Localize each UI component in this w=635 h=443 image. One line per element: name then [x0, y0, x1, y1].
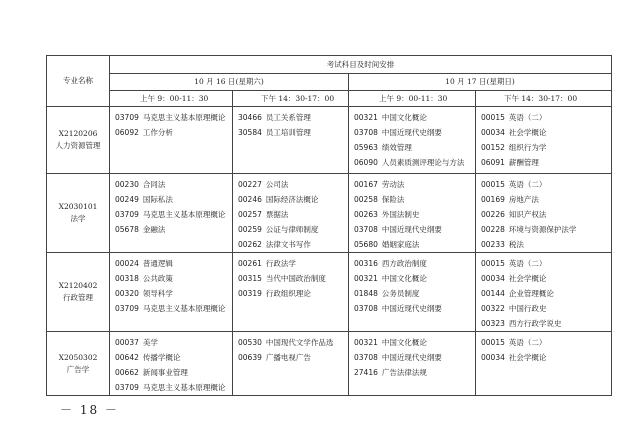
course-item: [238, 222, 348, 237]
session-cell: [349, 107, 476, 174]
course-code: 03709: [115, 304, 139, 313]
course-item: [354, 177, 475, 192]
major-row: [47, 107, 612, 174]
header-row-schedule: [47, 56, 612, 74]
course-item: [354, 125, 475, 140]
course-name: 中国现代文学作品选: [265, 338, 334, 347]
major-name: 行政管理: [63, 293, 93, 302]
course-name: 传播学概论: [142, 353, 181, 362]
course-list: [110, 174, 232, 237]
course-name: 西方行政学说史: [508, 319, 562, 328]
session-cell: [476, 107, 612, 174]
course-list: [233, 107, 348, 140]
course-item: [115, 177, 232, 192]
course-list: [476, 253, 611, 331]
day1-am-header: 上午 9：00-11：30: [110, 91, 233, 107]
course-code: 00318: [115, 274, 139, 283]
course-item: [481, 256, 611, 271]
course-item: [115, 380, 232, 395]
course-item: [115, 365, 232, 380]
course-name: 英语（二）: [508, 338, 547, 347]
course-code: 00246: [238, 195, 262, 204]
course-item: [354, 256, 475, 271]
course-name: 税法: [508, 240, 524, 249]
course-item: [115, 192, 232, 207]
course-item: [115, 335, 232, 350]
course-code: 00319: [238, 289, 262, 298]
course-item: [115, 222, 232, 237]
course-code: 03708: [354, 304, 378, 313]
course-code: 00321: [354, 338, 378, 347]
course-name: 普通逻辑: [142, 259, 173, 268]
course-code: 03708: [354, 128, 378, 137]
course-code: 00323: [481, 319, 505, 328]
course-name: 马克思主义基本原理概论: [142, 304, 226, 313]
course-item: [238, 286, 348, 301]
course-list: [349, 332, 475, 380]
course-name: 英语（二）: [508, 113, 547, 122]
course-code: 00263: [354, 210, 378, 219]
course-code: 27416: [354, 368, 378, 377]
session-cell: [476, 174, 612, 253]
course-name: 企业管理概论: [508, 289, 554, 298]
session-cell: [476, 332, 612, 396]
course-list: [476, 107, 611, 170]
course-item: [354, 335, 475, 350]
course-code: 00167: [354, 180, 378, 189]
course-item: [354, 365, 475, 380]
course-code: 00034: [481, 274, 505, 283]
course-item: [238, 237, 348, 252]
course-code: 00227: [238, 180, 262, 189]
course-name: 中国近现代史纲要: [381, 304, 442, 313]
course-code: 05963: [354, 143, 378, 152]
course-name: 公共政策: [142, 274, 173, 283]
course-item: [481, 177, 611, 192]
course-code: 00262: [238, 240, 262, 249]
course-name: 国际私法: [142, 195, 173, 204]
course-list: [349, 107, 475, 170]
course-item: [115, 110, 232, 125]
course-item: [115, 207, 232, 222]
day2-am-header: 上午 9：00-11：30: [349, 91, 476, 107]
course-code: 00015: [481, 180, 505, 189]
course-name: 组织行为学: [508, 143, 547, 152]
course-name: 西方政治制度: [381, 259, 427, 268]
course-name: 薪酬管理: [508, 158, 539, 167]
course-name: 中国近现代史纲要: [381, 225, 442, 234]
session-cell: [110, 253, 233, 332]
course-code: 00261: [238, 259, 262, 268]
course-item: [238, 256, 348, 271]
course-item: [238, 335, 348, 350]
course-name: 人员素质测评理论与方法: [381, 158, 465, 167]
course-item: [354, 222, 475, 237]
course-name: 英语（二）: [508, 259, 547, 268]
course-list: [349, 253, 475, 316]
course-item: [354, 286, 475, 301]
course-item: [354, 350, 475, 365]
session-cell: [110, 332, 233, 396]
course-item: [115, 350, 232, 365]
course-code: 00226: [481, 210, 505, 219]
course-code: 00530: [238, 338, 262, 347]
course-list: [476, 174, 611, 252]
session-cell: [349, 332, 476, 396]
course-item: [481, 335, 611, 350]
major-code: X2050302: [58, 352, 98, 362]
course-item: [238, 177, 348, 192]
major-code: X2120402: [58, 281, 98, 290]
major-row: [47, 332, 612, 396]
course-item: [481, 222, 611, 237]
course-name: 婚姻家庭法: [381, 240, 420, 249]
course-item: [238, 125, 348, 140]
course-name: 行政法学: [265, 259, 296, 268]
major-name: 人力资源管理: [55, 141, 101, 150]
header-row-sessions: [47, 91, 612, 107]
course-item: [354, 271, 475, 286]
course-code: 00249: [115, 195, 139, 204]
course-name: 当代中国政治制度: [265, 274, 326, 283]
course-list: [349, 174, 475, 252]
course-code: 00639: [238, 353, 262, 362]
course-name: 劳动法: [381, 180, 405, 189]
session-cell: [349, 253, 476, 332]
course-name: 中国近现代史纲要: [381, 353, 442, 362]
course-name: 票据法: [265, 210, 289, 219]
course-item: [115, 271, 232, 286]
course-code: 01848: [354, 289, 378, 298]
course-name: 美学: [142, 338, 158, 347]
course-name: 公务员制度: [381, 289, 420, 298]
course-item: [354, 207, 475, 222]
course-name: 合同法: [142, 180, 166, 189]
session-cell: [233, 332, 349, 396]
course-code: 06090: [354, 158, 378, 167]
course-item: [115, 125, 232, 140]
header-row-dates: [47, 74, 612, 91]
course-list: [110, 253, 232, 316]
course-item: [354, 110, 475, 125]
course-item: [354, 237, 475, 252]
course-name: 金融法: [142, 225, 166, 234]
course-name: 马克思主义基本原理概论: [142, 383, 226, 392]
session-cell: [233, 253, 349, 332]
session-cell: [110, 107, 233, 174]
course-code: 05678: [115, 225, 139, 234]
course-item: [481, 286, 611, 301]
course-code: 06091: [481, 158, 505, 167]
course-item: [481, 192, 611, 207]
course-item: [481, 350, 611, 365]
course-item: [481, 125, 611, 140]
course-item: [481, 140, 611, 155]
course-item: [481, 237, 611, 252]
course-code: 03709: [115, 383, 139, 392]
major-code: X2120206: [58, 129, 98, 138]
course-code: 00228: [481, 225, 505, 234]
course-name: 社会学概论: [508, 274, 547, 283]
course-code: 30466: [238, 113, 262, 122]
course-name: 国际经济法概论: [265, 195, 319, 204]
course-code: 03709: [115, 210, 139, 219]
course-list: [233, 332, 348, 365]
course-name: 外国法制史: [381, 210, 420, 219]
course-item: [481, 110, 611, 125]
course-item: [354, 301, 475, 316]
major-name-header: 专业名称: [47, 56, 110, 107]
course-list: [233, 253, 348, 301]
course-item: [354, 155, 475, 170]
course-code: 00034: [481, 353, 505, 362]
day2-pm-header: 下午 14：30-17：00: [476, 91, 612, 107]
course-code: 00258: [354, 195, 378, 204]
course-name: 中国近现代史纲要: [381, 128, 442, 137]
course-name: 员工关系管理: [265, 113, 311, 122]
page-number: － 18 －: [60, 403, 119, 417]
course-code: 00315: [238, 274, 262, 283]
course-item: [238, 192, 348, 207]
session-cell: [349, 174, 476, 253]
course-name: 行政组织理论: [265, 289, 311, 298]
course-code: 00320: [115, 289, 139, 298]
course-code: 00642: [115, 353, 139, 362]
schedule-header: 考试科目及时间安排: [110, 56, 612, 74]
course-name: 广播电视广告: [265, 353, 311, 362]
course-name: 英语（二）: [508, 180, 547, 189]
major-cell: [47, 107, 110, 174]
course-code: 03708: [354, 225, 378, 234]
course-code: 00259: [238, 225, 262, 234]
course-name: 员工培训管理: [265, 128, 311, 137]
course-name: 绩效管理: [381, 143, 412, 152]
course-code: 00321: [354, 274, 378, 283]
course-code: 00015: [481, 259, 505, 268]
course-item: [481, 155, 611, 170]
course-code: 03708: [354, 353, 378, 362]
exam-schedule-table: [46, 55, 612, 396]
course-name: 保险法: [381, 195, 405, 204]
course-item: [481, 316, 611, 331]
course-code: 00230: [115, 180, 139, 189]
day1-pm-header: 下午 14：30-17：00: [233, 91, 349, 107]
course-item: [354, 140, 475, 155]
course-name: 中国文化概论: [381, 274, 427, 283]
course-item: [481, 207, 611, 222]
session-cell: [233, 107, 349, 174]
course-name: 社会学概论: [508, 353, 547, 362]
course-name: 马克思主义基本原理概论: [142, 113, 226, 122]
major-name: 法学: [70, 214, 86, 223]
course-name: 中国文化概论: [381, 113, 427, 122]
course-code: 00037: [115, 338, 139, 347]
course-code: 00316: [354, 259, 378, 268]
course-name: 领导科学: [142, 289, 173, 298]
course-name: 公司法: [265, 180, 289, 189]
course-code: 06092: [115, 128, 139, 137]
course-item: [481, 271, 611, 286]
session-cell: [233, 174, 349, 253]
course-list: [110, 332, 232, 395]
course-code: 00233: [481, 240, 505, 249]
course-code: 00321: [354, 113, 378, 122]
course-item: [238, 271, 348, 286]
major-cell: [47, 332, 110, 396]
course-item: [115, 301, 232, 316]
course-name: 中国行政史: [508, 304, 547, 313]
course-name: 工作分析: [142, 128, 173, 137]
course-name: 新闻事业管理: [142, 368, 188, 377]
course-item: [115, 256, 232, 271]
course-code: 00152: [481, 143, 505, 152]
course-name: 广告法律法规: [381, 368, 427, 377]
course-list: [476, 332, 611, 365]
course-code: 00257: [238, 210, 262, 219]
course-code: 00034: [481, 128, 505, 137]
course-name: 法律文书写作: [265, 240, 311, 249]
major-cell: [47, 253, 110, 332]
major-name: 广告学: [66, 364, 90, 374]
course-code: 30584: [238, 128, 262, 137]
course-name: 知识产权法: [508, 210, 547, 219]
major-row: [47, 253, 612, 332]
course-name: 社会学概论: [508, 128, 547, 137]
day1-header: 10 月 16 日(星期六): [110, 74, 349, 91]
course-code: 00015: [481, 338, 505, 347]
course-code: 00015: [481, 113, 505, 122]
course-code: 00024: [115, 259, 139, 268]
major-cell: [47, 174, 110, 253]
session-cell: [110, 174, 233, 253]
course-code: 03709: [115, 113, 139, 122]
course-code: 00169: [481, 195, 505, 204]
session-cell: [476, 253, 612, 332]
course-item: [354, 192, 475, 207]
course-code: 00144: [481, 289, 505, 298]
course-item: [238, 110, 348, 125]
course-name: 环境与资源保护法学: [508, 225, 577, 234]
course-code: 05680: [354, 240, 378, 249]
course-list: [110, 107, 232, 140]
major-code: X2030101: [58, 202, 98, 211]
course-item: [238, 350, 348, 365]
course-item: [481, 301, 611, 316]
major-row: [47, 174, 612, 253]
day2-header: 10 月 17 日(星期日): [349, 74, 612, 91]
course-code: 00662: [115, 368, 139, 377]
course-name: 中国文化概论: [381, 338, 427, 347]
course-item: [238, 207, 348, 222]
course-list: [233, 174, 348, 252]
course-item: [115, 286, 232, 301]
course-name: 房地产法: [508, 195, 539, 204]
course-code: 00322: [481, 304, 505, 313]
course-name: 公证与律师制度: [265, 225, 319, 234]
course-name: 马克思主义基本原理概论: [142, 210, 226, 219]
